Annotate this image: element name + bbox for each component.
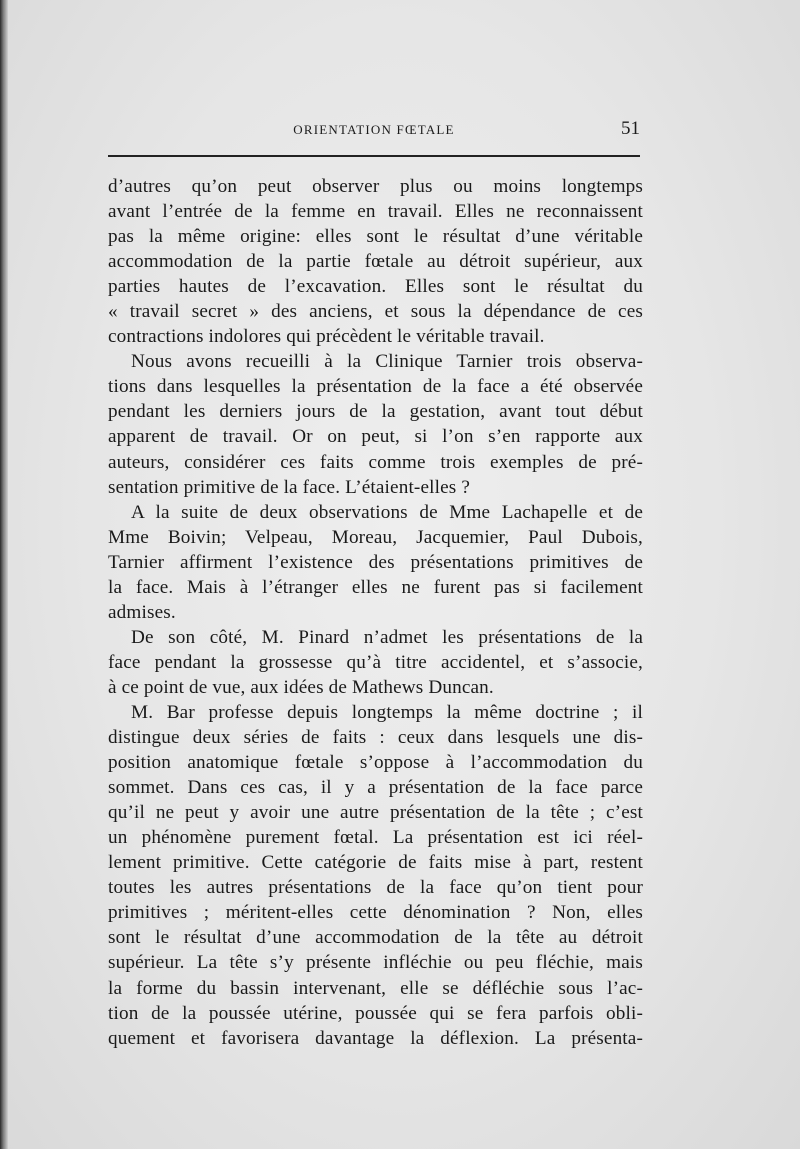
text-line: A la suite de deux observations de Mme Lachapelle et de [131,501,643,523]
text-line: face pendant la grossesse qu’à titre accidentel, et s’associe, [108,651,643,673]
text-line: « travail secret » des anciens, et sous la dépendance de ces [108,301,643,323]
text-line: tion de la poussée utérine, poussée qui se fera parfois obli- [108,1002,643,1024]
text-line: à ce point de vue, aux idées de Mathews Duncan. [108,676,494,698]
page-number: 51 [621,118,640,139]
text-line: distingue deux séries de faits : ceux dans lesquels une dis- [108,727,643,749]
text-line: la face. Mais à l’étranger elles ne furent pas si facilement [108,576,643,598]
text-line: M. Bar professe depuis longtemps la même doctrine ; il [131,701,643,723]
text-line: pendant les derniers jours de la gestation, avant tout début [108,401,643,423]
page-edge [0,0,8,1149]
text-line: un phénomène purement fœtal. La présentation est ici réel- [108,827,643,849]
text-line: primitives ; méritent-elles cette dénomination ? Non, elles [108,902,643,924]
text-line: toutes les autres présentations de la face qu’on tient pour [108,877,643,899]
text-line: tions dans lesquelles la présentation de la face a été observée [108,376,643,398]
text-line: Tarnier affirment l’existence des présentations primitives de [108,551,643,573]
header-rule [108,155,640,157]
text-line: admises. [108,601,176,623]
running-title: ORIENTATION FŒTALE [293,122,455,137]
page-header [108,118,640,146]
text-line: pas la même origine: elles sont le résultat d’une véritable [108,226,643,248]
text-line: lement primitive. Cette catégorie de faits mise à part, restent [108,852,643,874]
text-line: la forme du bassin intervenant, elle se défléchie sous l’ac- [108,977,643,999]
text-line: accommodation de la partie fœtale au détroit supérieur, aux [108,251,643,273]
text-line: quement et favorisera davantage la déflexion. La présenta- [108,1027,643,1049]
text-line: position anatomique fœtale s’oppose à l’accommodation du [108,752,643,774]
text-line: apparent de travail. Or on peut, si l’on s’en rapporte aux [108,426,643,448]
text-line: Nous avons recueilli à la Clinique Tarnier trois observa- [131,351,643,373]
text-line: qu’il ne peut y avoir une autre présentation de la tête ; c’est [108,802,643,824]
text-line: contractions indolores qui précèdent le véritable travail. [108,326,545,348]
text-line: d’autres qu’on peut observer plus ou moins longtemps [108,176,643,197]
body-text [108,174,643,1051]
text-line: sentation primitive de la face. L’étaient-elles ? [108,476,470,498]
text-line: sommet. Dans ces cas, il y a présentation de la face parce [108,777,643,799]
text-line: auteurs, considérer ces faits comme trois exemples de pré- [108,451,643,473]
text-line: avant l’entrée de la femme en travail. Elles ne reconnaissent [108,201,643,223]
text-line: supérieur. La tête s’y présente infléchie ou peu fléchie, mais [108,952,643,974]
text-line: Mme Boivin; Velpeau, Moreau, Jacquemier, Paul Dubois, [108,526,643,548]
text-line: De son côté, M. Pinard n’admet les présentations de la [131,626,643,648]
text-line: sont le résultat d’une accommodation de la tête au détroit [108,927,643,949]
text-line: parties hautes de l’excavation. Elles sont le résultat du [108,276,643,298]
